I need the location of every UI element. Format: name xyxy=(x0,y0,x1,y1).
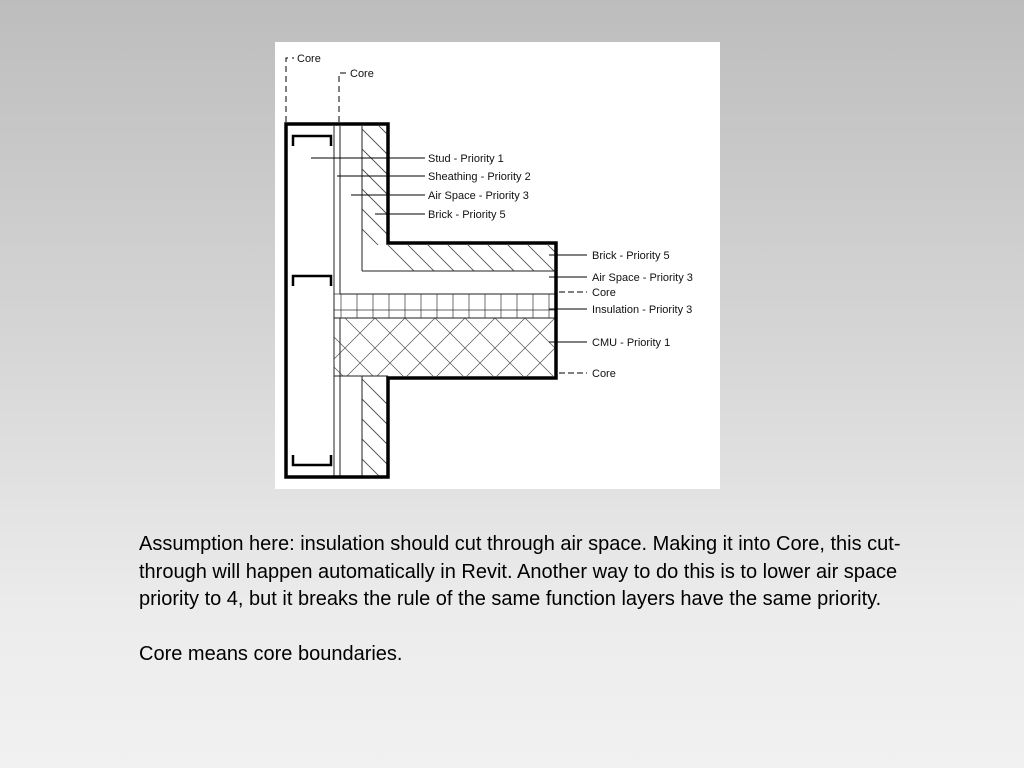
label-insulation: Insulation - Priority 3 xyxy=(592,304,693,316)
label-air-space-right: Air Space - Priority 3 xyxy=(592,272,693,284)
label-sheathing: Sheathing - Priority 2 xyxy=(428,171,531,183)
label-cmu: CMU - Priority 1 xyxy=(592,337,671,349)
label-core-bottom: Core xyxy=(592,368,616,380)
label-stud: Stud - Priority 1 xyxy=(428,153,504,165)
label-brick-right: Brick - Priority 5 xyxy=(592,250,670,262)
caption-paragraph-2: Core means core boundaries. xyxy=(139,643,403,665)
insulation-band xyxy=(334,294,555,318)
caption-paragraph-1: Assumption here: insulation should cut through air space. Making it into Core, this cut-through will happen automatically in Revit. Another way to do this is to lower air space priority to 4, but it breaks the rule of the same function layers have the same priority. xyxy=(139,533,901,610)
caption xyxy=(139,531,919,669)
label-core-mid: Core xyxy=(592,287,616,299)
wall-section-diagram xyxy=(275,42,720,489)
label-core-top-left: Core xyxy=(297,53,321,65)
label-air-space-upper: Air Space - Priority 3 xyxy=(428,190,529,202)
label-brick-upper: Brick - Priority 5 xyxy=(428,209,506,221)
brick-hatch-right xyxy=(385,242,575,272)
leader-lines xyxy=(311,158,587,342)
stud-channels xyxy=(293,136,331,465)
label-core-top-right: Core xyxy=(350,68,374,80)
